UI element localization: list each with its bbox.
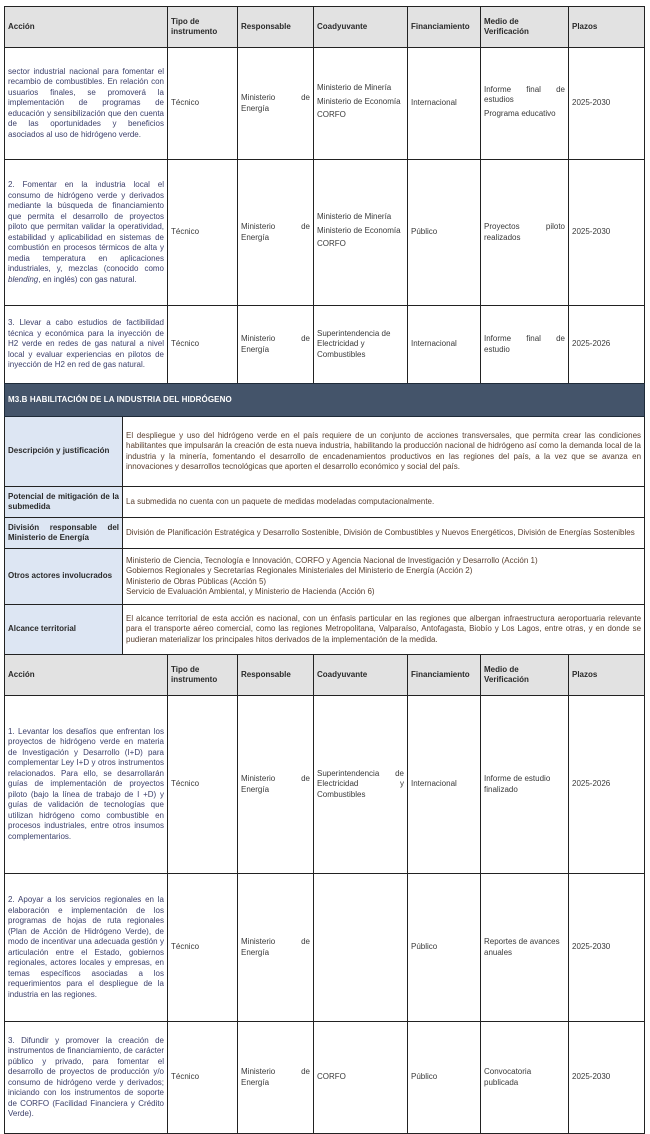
financiamiento-cell: Público xyxy=(408,874,481,1022)
coadyuvante-cell: Superintendencia de Electricidad y Combustibles xyxy=(314,306,408,384)
accion-cell: sector industrial nacional para fomentar el recambio de combustibles. En relación con usuarios finales, se promoverá la implementación de programas de educación y sensibilización que den cuenta de las oportunidades y beneficios asociados al uso de hidrógeno verde. xyxy=(5,48,168,160)
medio-cell: Informe de estudio finalizado xyxy=(481,696,569,874)
medio-cell xyxy=(481,48,569,160)
plazos-cell: 2025-2030 xyxy=(569,1022,645,1134)
header-financiamiento: Financiamiento xyxy=(408,7,481,48)
header-tipo: Tipo de instrumento xyxy=(168,655,238,696)
accion-cell: 3. Llevar a cabo estudios de factibilidad técnica y económica para la inyección de H2 verde en redes de gas natural a nivel local y evaluar experiencias en pilotos de inyección de H2 en red de gas natural. xyxy=(5,306,168,384)
coadyuvante-item: Ministerio de Minería xyxy=(317,83,392,93)
header-financiamiento: Financiamiento xyxy=(408,655,481,696)
accion-text: , en inglés) con gas natural. xyxy=(38,274,137,284)
info-label: Potencial de mitigación de la submedida xyxy=(5,487,123,518)
table-header-row xyxy=(5,7,645,48)
plazos-cell: 2025-2030 xyxy=(569,48,645,160)
actor-line: Servicio de Evaluación Ambiental, y Ministerio de Hacienda (Acción 6) xyxy=(126,587,375,596)
financiamiento-cell: Internacional xyxy=(408,48,481,160)
coadyuvante-cell xyxy=(314,160,408,306)
medio-cell: Convocatoria publicada xyxy=(481,1022,569,1134)
info-row xyxy=(5,518,645,549)
responsable-cell: Ministerio de Energía xyxy=(238,306,314,384)
coadyuvante-item: Ministerio de Economía xyxy=(317,225,401,235)
header-tipo: Tipo de instrumento xyxy=(168,7,238,48)
accion-cell: 1. Levantar los desafíos que enfrentan los proyectos de hidrógeno verde en materia de Investigación y Desarrollo (I+D) para complementar Ley I+D y otros instrumentos relacionados. Para ello, se desarrollarán guías de implementación de proyectos piloto (bajo la línea de trabajo de I +D) y guías de validación de tecnologías que utilizan hidrógeno como combustible en procesos industriales, entre otros insumos complementarios. xyxy=(5,696,168,874)
header-plazos: Plazos xyxy=(569,7,645,48)
tipo-cell: Técnico xyxy=(168,306,238,384)
responsable-cell: Ministerio de Energía xyxy=(238,1022,314,1134)
table-row xyxy=(5,1022,645,1134)
coadyuvante-cell: Superintendencia de Electricidad y Combustibles xyxy=(314,696,408,874)
info-value: La submedida no cuenta con un paquete de medidas modeladas computacionalmente. xyxy=(123,487,645,518)
financiamiento-cell: Internacional xyxy=(408,696,481,874)
accion-text: 2. Fomentar en la industria local el consumo de hidrógeno verde y derivados mediante la búsqueda de financiamiento que permita el desarrollo de proyectos piloto que permitan validar la operatividad, estabilidad y aplicabilidad en sistemas de combustión en procesos térmicos de alta y media temperatura en aplicaciones industriales, y, mezclas (conocido como xyxy=(8,180,164,273)
info-value: El alcance territorial de esta acción es nacional, con un énfasis particular en las regiones que albergan infraestructura aeroportuaria relevante para el transporte aéreo comercial, como las regiones Metropolitana, Valparaíso, Antofagasta, Biobío y Los Lagos, entre otras, y en donde se pudieran materializar los principales hitos derivados de la implementación de la medida. xyxy=(123,605,645,655)
header-coadyuvante: Coadyuvante xyxy=(314,655,408,696)
responsable-cell: Ministerio de Energía xyxy=(238,696,314,874)
table-row xyxy=(5,874,645,1022)
info-value: División de Planificación Estratégica y Desarrollo Sostenible, División de Combustibles y Nuevos Energéticos, División de Energías Sostenibles xyxy=(123,518,645,549)
info-value: El despliegue y uso del hidrógeno verde en el país requiere de un conjunto de acciones transversales, que permita crear las condiciones habilitantes que impulsarán la creación de esta nueva industria, habilitando la producción nacional de hidrógeno así como la demanda local de la industria y la minería, fomentando el desarrollo de encadenamientos productivos en las regiones del país, a la vez que se avanza en innovaciones y desarrollos tecnológicas que aporten el desarrollo económico y social del país. xyxy=(123,417,645,487)
coadyuvante-item: Ministerio de Minería xyxy=(317,212,392,222)
coadyuvante-item: CORFO xyxy=(317,239,346,249)
tipo-cell: Técnico xyxy=(168,874,238,1022)
accion-cell: 3. Difundir y promover la creación de instrumentos de financiamiento, de carácter público y privado, para fomentar el desarrollo de proyectos de producción y/o consumo de hidrógeno verde y derivados; iniciando con los instrumentos de soporte de CORFO (Facilidad Financiera y Crédito Verde). xyxy=(5,1022,168,1134)
medio-item: Programa educativo xyxy=(484,108,556,118)
actor-line: Ministerio de Obras Públicas (Acción 5) xyxy=(126,576,267,586)
info-label: Otros actores involucrados xyxy=(5,549,123,605)
accion-italic-term: blending xyxy=(8,274,39,284)
info-row xyxy=(5,487,645,518)
section-title: M3.B HABILITACIÓN DE LA INDUSTRIA DEL HIDRÓGENO xyxy=(5,384,645,417)
coadyuvante-item: Ministerio de Economía xyxy=(317,96,401,106)
table-header-row xyxy=(5,655,645,696)
actor-line: Ministerio de Ciencia, Tecnología e Innovación, CORFO y Agencia Nacional de Investigación y Desarrollo (Acción 1) xyxy=(126,555,538,565)
header-responsable: Responsable xyxy=(238,655,314,696)
tipo-cell: Técnico xyxy=(168,1022,238,1134)
info-value xyxy=(123,549,645,605)
header-accion: Acción xyxy=(5,7,168,48)
responsable-cell: Ministerio de Energía xyxy=(238,874,314,1022)
header-plazos: Plazos xyxy=(569,655,645,696)
medio-cell: Proyectos piloto realizados xyxy=(481,160,569,306)
plazos-cell: 2025-2030 xyxy=(569,160,645,306)
plazos-cell: 2025-2026 xyxy=(569,306,645,384)
accion-cell: 2. Apoyar a los servicios regionales en la elaboración e implementación de los programas de hojas de ruta regionales (Plan de Acción de Hidrógeno Verde), de modo de incentivar una adecuada gestión y articulación entre el Estado, gobiernos regionales, actores locales y empresas, en temas específicos asociadas a los requerimientos para el despliegue de la industria en las regiones. xyxy=(5,874,168,1022)
medio-cell: Informe final de estudio xyxy=(481,306,569,384)
responsable-cell: Ministerio de Energía xyxy=(238,48,314,160)
header-medio: Medio de Verificación xyxy=(481,7,569,48)
medio-item: Informe final de estudios xyxy=(484,84,565,105)
responsable-cell: Ministerio de Energía xyxy=(238,160,314,306)
header-medio: Medio de Verificación xyxy=(481,655,569,696)
info-label: División responsable del Ministerio de Energía xyxy=(5,518,123,549)
info-label: Descripción y justificación xyxy=(5,417,123,487)
coadyuvante-item: CORFO xyxy=(317,110,346,120)
coadyuvante-cell xyxy=(314,874,408,1022)
table-row xyxy=(5,696,645,874)
tipo-cell: Técnico xyxy=(168,48,238,160)
info-row xyxy=(5,417,645,487)
financiamiento-cell: Público xyxy=(408,160,481,306)
plazos-cell: 2025-2030 xyxy=(569,874,645,1022)
coadyuvante-cell: CORFO xyxy=(314,1022,408,1134)
info-label: Alcance territorial xyxy=(5,605,123,655)
info-row xyxy=(5,549,645,605)
financiamiento-cell: Internacional xyxy=(408,306,481,384)
medio-cell: Reportes de avances anuales xyxy=(481,874,569,1022)
tipo-cell: Técnico xyxy=(168,696,238,874)
info-row xyxy=(5,605,645,655)
actions-table-2 xyxy=(4,654,645,1134)
tipo-cell: Técnico xyxy=(168,160,238,306)
section-header-row xyxy=(5,384,645,417)
table-row xyxy=(5,48,645,160)
document-page xyxy=(4,6,644,1134)
actor-line: Gobiernos Regionales y Secretarías Regionales Ministeriales del Ministerio de Energía (Acción 2) xyxy=(126,566,473,575)
submeasure-info-table xyxy=(4,383,645,655)
table-row xyxy=(5,306,645,384)
header-accion: Acción xyxy=(5,655,168,696)
coadyuvante-cell xyxy=(314,48,408,160)
accion-cell xyxy=(5,160,168,306)
table-row xyxy=(5,160,645,306)
actions-table-1 xyxy=(4,6,645,384)
financiamiento-cell: Público xyxy=(408,1022,481,1134)
header-responsable: Responsable xyxy=(238,7,314,48)
plazos-cell: 2025-2026 xyxy=(569,696,645,874)
header-coadyuvante: Coadyuvante xyxy=(314,7,408,48)
